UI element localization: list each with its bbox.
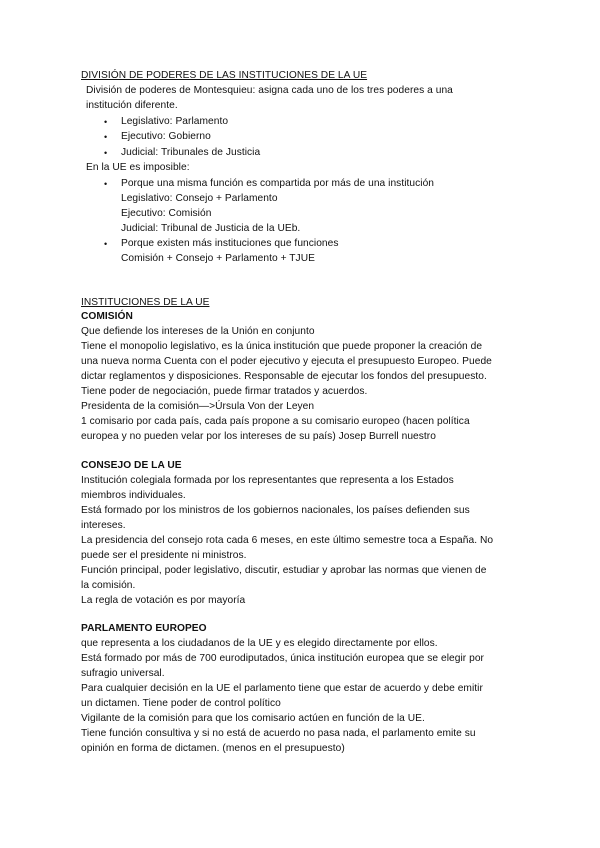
consejo-line: la comisión. — [81, 580, 136, 591]
comision-line: Que defiende los intereses de la Unión en conjunto — [81, 326, 315, 337]
parlamento-line: sufragio universal. — [81, 668, 165, 679]
parlamento-line: un dictamen. Tiene poder de control político — [81, 698, 281, 709]
reason-item: Porque una misma función es compartida por más de una institución — [121, 178, 435, 189]
comision-line: Presidenta de la comisión—>Úrsula Von der Leyen — [81, 401, 315, 412]
comision-line: dictar reglamentos y disposiciones. Responsable de ejecutar los fondos del presupuesto. — [81, 371, 487, 382]
power-item: Ejecutivo: Gobierno — [121, 131, 211, 142]
power-item: Judicial: Tribunales de Justicia — [121, 147, 261, 158]
parlamento-line: Tiene función consultiva y si no está de acuerdo no pasa nada, el parlamento emite su — [81, 728, 476, 739]
reason-detail: Judicial: Tribunal de Justicia de la UEb. — [121, 223, 301, 234]
consejo-line: Función principal, poder legislativo, discutir, estudiar y aprobar las normas que vienen de — [81, 565, 487, 576]
parlamento-line: opinión en forma de dictamen. (menos en el presupuesto) — [81, 743, 345, 754]
parlamento-line: Está formado por más de 700 eurodiputados, única institución europea que se elegir por — [81, 653, 484, 664]
consejo-line: Institución colegiala formada por los representantes que representa a los Estados — [81, 475, 454, 486]
consejo-line: intereses. — [81, 520, 126, 531]
comision-line: una nueva norma Cuenta con el poder ejecutivo y ejecuta el presupuesto Europeo. Puede — [81, 356, 492, 367]
intro-line: institución diferente. — [86, 100, 178, 111]
comision-title: COMISIÓN — [81, 311, 133, 322]
consejo-line: La presidencia del consejo rota cada 6 meses, en este último semestre toca a España. No — [81, 535, 494, 546]
parlamento-line: Para cualquier decisión en la UE el parlamento tiene que estar de acuerdo y debe emitir — [81, 683, 483, 694]
parlamento-line: Vigilante de la comisión para que los comisario actúen en función de la UE. — [81, 713, 425, 724]
bullet-icon — [104, 177, 112, 191]
comision-line: Tiene el monopolio legislativo, es la única institución que puede proponer la creación de — [81, 341, 483, 352]
intro-line: División de poderes de Montesquieu: asigna cada uno de los tres poderes a una — [86, 85, 453, 96]
impossible-intro: En la UE es imposible: — [86, 162, 190, 173]
bullet-icon — [104, 146, 112, 160]
division-heading: DIVISIÓN DE PODERES DE LAS INSTITUCIONES DE LA UE — [81, 70, 368, 81]
consejo-line: Está formado por los ministros de los gobiernos nacionales, los países defienden sus — [81, 505, 470, 516]
bullet-icon — [104, 130, 112, 144]
bullet-icon — [104, 237, 112, 251]
bullet-icon — [104, 115, 112, 129]
power-item: Legislativo: Parlamento — [121, 116, 229, 127]
consejo-title: CONSEJO DE LA UE — [81, 460, 182, 471]
comision-line: Tiene poder de negociación, puede firmar tratados y acuerdos. — [81, 386, 368, 397]
consejo-line: La regla de votación es por mayoría — [81, 595, 246, 606]
consejo-line: miembros individuales. — [81, 490, 186, 501]
comision-line: 1 comisario por cada país, cada país propone a su comisario europeo (hacen política — [81, 416, 470, 427]
consejo-line: puede ser el presidente ni ministros. — [81, 550, 247, 561]
reason-item: Porque existen más instituciones que funciones — [121, 238, 339, 249]
parlamento-line: que representa a los ciudadanos de la UE y es elegido directamente por ellos. — [81, 638, 438, 649]
reason-detail: Comisión + Consejo + Parlamento + TJUE — [121, 253, 315, 264]
reason-detail: Legislativo: Consejo + Parlamento — [121, 193, 278, 204]
parlamento-title: PARLAMENTO EUROPEO — [81, 623, 207, 634]
comision-line: europea y no pueden velar por los intereses de su país) Josep Burrell nuestro — [81, 431, 436, 442]
reason-detail: Ejecutivo: Comisión — [121, 208, 212, 219]
instituciones-heading: INSTITUCIONES DE LA UE — [81, 297, 210, 308]
